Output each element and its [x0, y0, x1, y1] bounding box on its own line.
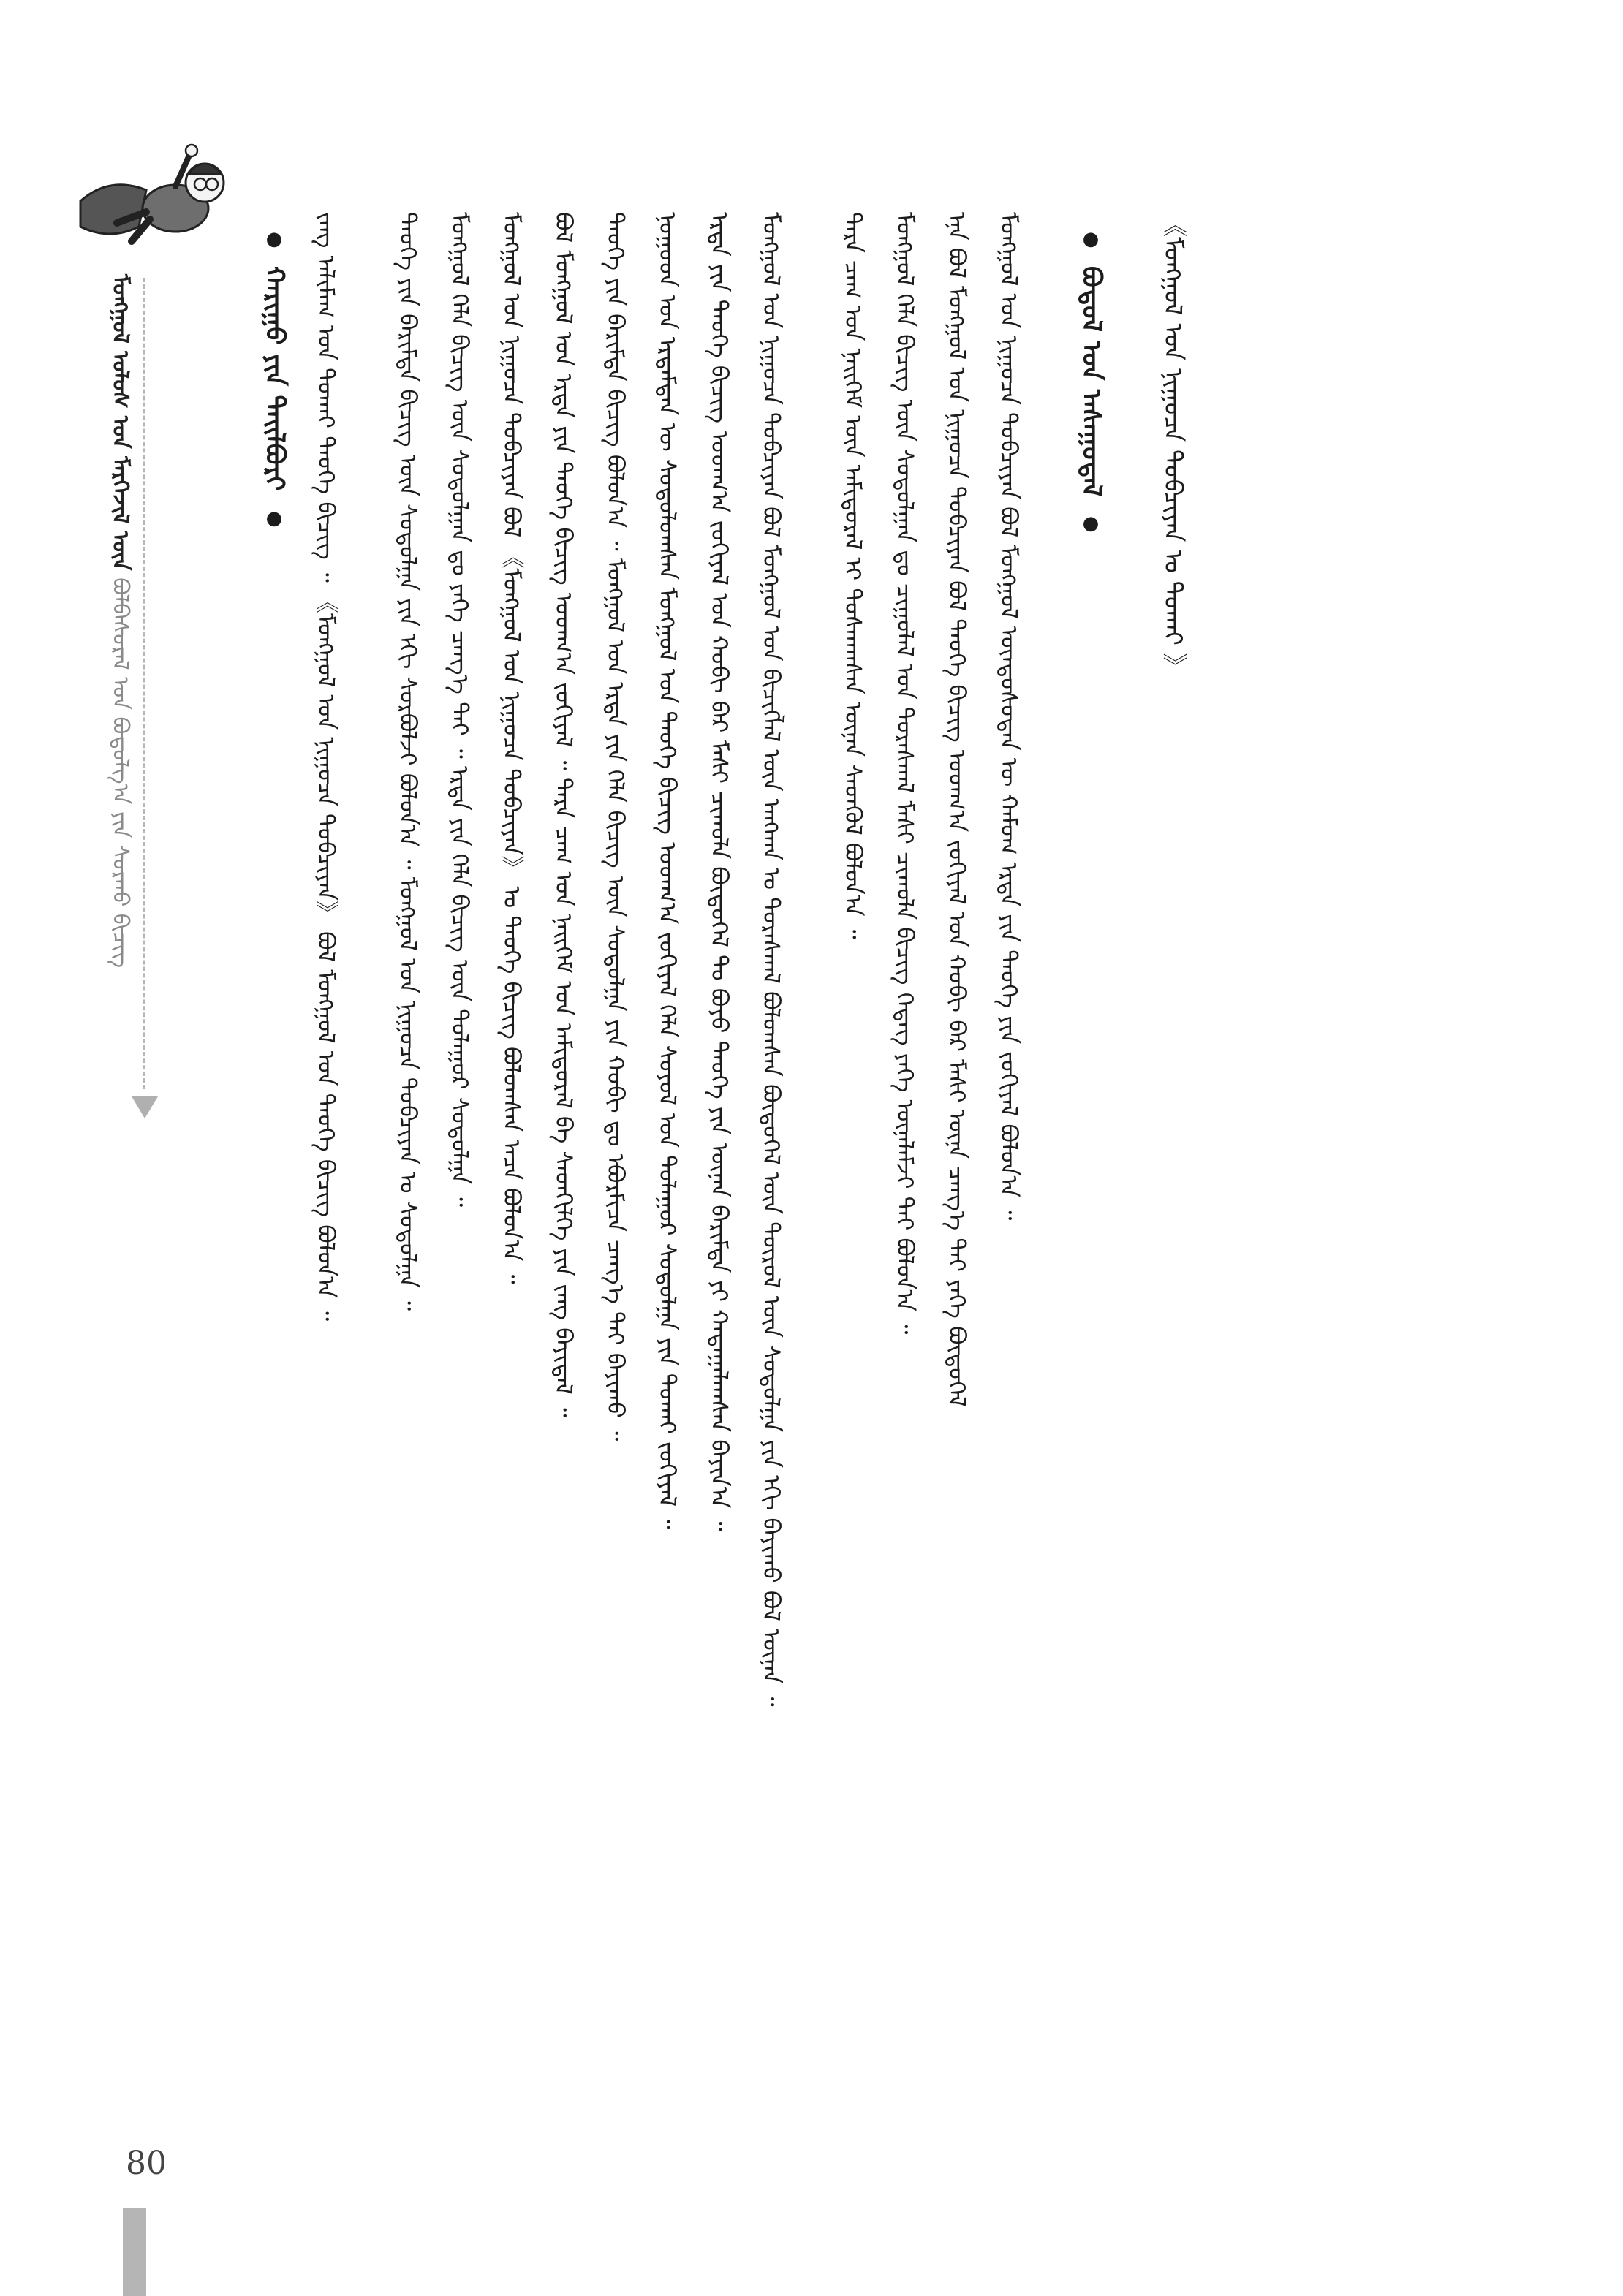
body-column: ᠮᠣᠩᠭᠣᠯ ᠤᠨ ᠨᠢᠭᠤᠴᠠ ᠲᠣᠪᠴᠢᠶᠠᠨ ᠪᠣᠯ ᠮᠣᠩᠭᠣᠯ ᠤᠨ ᠪᠢᠴᠢᠭᠯᠡᠯ ᠦᠨ ᠠᠩᠬᠠᠨ ᠤ ᠳᠤᠷᠠᠰᠬᠠᠯ ᠪᠣᠯᠤᠭᠰᠠᠨ ᠪᠦᠳᠦᠭᠡᠯ ᠦᠨ ᠲᠦᠷᠦᠯ ᠦᠨ ᠰᠤᠳᠤᠯᠭᠠ ᠶᠢᠨ ᠡᠬᠢ ᠪᠠᠶᠢᠬᠤ ᠪᠣᠯ ᠦᠨᠡᠨ ᠃	[757, 212, 785, 1707]
header-arrow-icon	[132, 1096, 158, 1118]
section-heading-2	[256, 212, 292, 2127]
body-column: ᠲᠡᠦᠬᠡ ᠶᠢᠨ ᠪᠠᠷᠢᠮᠲᠠ ᠪᠢᠴᠢᠭ ᠦᠨ ᠰᠤᠳᠤᠯᠭᠠ ᠶᠢᠨ ᠡᠬᠢ ᠰᠤᠷᠪᠤᠯᠵᠢ ᠪᠣᠯᠤᠨ᠎ᠠ ᠃ ᠮᠣᠩᠭᠣᠯ ᠤᠨ ᠨᠢᠭᠤᠴᠠ ᠲᠣᠪᠴᠢᠶᠠᠨ ᠤ ᠰᠤᠳᠤᠯᠭᠠ ᠃	[394, 212, 422, 1311]
body-text	[256, 212, 1513, 2142]
book-title: 《ᠮᠣᠩᠭᠣᠯ ᠤᠨ ᠨᠢᠭᠤᠴᠠ ᠲᠣᠪᠴᠢᠶᠠᠨ ᠤ ᠲᠤᠬᠠᠢ 》	[1158, 212, 1187, 678]
body-column: ᠮᠣᠩᠭᠣᠯ ᠤᠨ ᠨᠢᠭᠤᠴᠠ ᠲᠣᠪᠴᠢᠶᠠᠨ ᠪᠣᠯ ᠮᠣᠩᠭᠣᠯ ᠦᠨᠳᠦᠰᠦᠲᠡᠨ ᠦ ᠬᠠᠮᠤᠭ ᠡᠷᠲᠡ ᠶᠢᠨ ᠲᠡᠦᠬᠡ ᠶᠢᠨ ᠵᠣᠬᠢᠶᠠᠯ ᠪᠣᠯᠤᠨ᠎ᠠ ᠃	[995, 212, 1023, 1221]
running-header-text	[101, 274, 140, 1107]
page-edge-tab	[123, 2208, 146, 2296]
section-heading-1-label: ᠪᠣᠳᠤᠯ ᠤᠨ ᠠᠰᠠᠭᠤᠳᠠᠯ	[1076, 266, 1106, 497]
body-column: ᠡᠷᠲᠡ ᠶᠢᠨ ᠲᠡᠦᠬᠡ ᠪᠢᠴᠢᠭ ᠤᠳᠬ᠎ᠠ ᠵᠣᠬᠢᠶᠠᠯ ᠤᠨ ᠬᠤᠪᠢ ᠪᠡᠷ ᠮᠠᠰᠢ ᠴᠢᠬᠤᠯᠠ ᠪᠦᠲᠦᠭᠡᠯ ᠲᠤ ᠪᠤᠶᠤ ᠲᠡᠦᠬᠡ ᠶᠢᠨ ᠦᠨᠡᠨ ᠪᠠᠷᠢᠮᠲᠠ ᠶᠢ ᠬᠠᠳᠠᠭᠠᠯᠠᠭᠰᠠᠨ ᠪᠠᠶᠢᠨ᠎ᠠ ᠃	[705, 212, 733, 1531]
body-column: ᠲᠡᠷᠡ ᠴᠠᠭ ᠤᠨ ᠨᠡᠢᠭᠡᠮ ᠦᠨ ᠠᠮᠢᠳᠤᠷᠠᠯ ᠢ ᠲᠤᠰᠬᠠᠭᠰᠠᠨ ᠦᠨᠡᠨ ᠰᠡᠳᠬᠦᠯ ᠪᠣᠯᠤᠨ᠎ᠠ ᠃	[839, 212, 867, 939]
body-column: ᠡᠨᠡ ᠪᠣᠯ ᠮᠣᠩᠭᠣᠯ ᠤᠨ ᠨᠢᠭᠤᠴᠠ ᠲᠣᠪᠴᠢᠶᠠᠨ ᠪᠣᠯ ᠲᠡᠦᠬᠡ ᠪᠢᠴᠢᠭ ᠤᠳᠬ᠎ᠠ ᠵᠣᠬᠢᠶᠠᠯ ᠤᠨ ᠬᠤᠪᠢ ᠪᠡᠷ ᠮᠠᠰᠢ ᠦᠨᠡ ᠴᠡᠨᠭ᠎ᠡ ᠲᠠᠢ ᠶᠡᠬᠡ ᠪᠦᠲᠦᠭᠡᠯ	[943, 212, 971, 1407]
section-heading-1	[1072, 212, 1109, 2127]
header-dashed-rule	[143, 278, 145, 1089]
mascot-illustration	[66, 132, 234, 263]
body-column: ᠮᠣᠩᠭᠣᠯ ᠤᠨ ᠨᠢᠭᠤᠴᠠ ᠲᠣᠪᠴᠢᠶᠠᠨ ᠪᠣᠯ 《ᠮᠣᠩᠭᠣᠯ ᠤᠨ ᠨᠢᠭᠤᠴᠠ ᠲᠣᠪᠴᠢᠶᠠᠨ》 ᠤ ᠲᠡᠦᠬᠡ ᠪᠢᠴᠢᠭ ᠪᠣᠯᠤᠭᠰᠠᠨ ᠠᠴᠠ ᠪᠣᠯᠤᠨ᠎ᠠ ᠃	[498, 212, 526, 1284]
page-number: 80	[126, 2145, 167, 2182]
running-header	[88, 274, 146, 1107]
body-column: ᠲᠡᠦᠬᠡ ᠶᠢᠨ ᠪᠠᠷᠢᠮᠲᠠ ᠪᠢᠴᠢᠭ ᠪᠣᠯᠤᠨ᠎ᠠ ᠃ ᠮᠣᠩᠭᠣᠯ ᠤᠨ ᠡᠷᠲᠡ ᠶᠢᠨ ᠬᠡᠯᠡ ᠪᠢᠴᠢᠭ ᠦᠨ ᠰᠤᠳᠤᠯᠭᠠ ᠶᠢᠨ ᠬᠤᠪᠢ ᠳᠤ ᠡᠪᠦᠷᠮᠢᠴᠡ ᠴᠡᠨᠭ᠎ᠡ ᠲᠠᠢ ᠪᠠᠶᠢᠬᠤ ᠃	[602, 212, 629, 1441]
bullet-icon: ●	[265, 507, 283, 529]
body-column: ᠨᠤᠭᠤᠳ ᠤᠨ ᠡᠷᠳᠡᠮᠲᠡᠨ ᠦ ᠰᠤᠳᠤᠯᠤᠭᠰᠠᠨ ᠮᠣᠩᠭᠣᠯ ᠤᠨ ᠲᠡᠦᠬᠡ ᠪᠢᠴᠢᠭ ᠤᠳᠬ᠎ᠠ ᠵᠣᠬᠢᠶᠠᠯ ᠬᠡᠯᠡ ᠰᠣᠶᠣᠯ ᠤᠨ ᠲᠤᠯᠠᠭᠤᠷ ᠰᠤᠳᠤᠯᠭᠠ ᠶᠢᠨ ᠲᠤᠬᠠᠢ ᠵᠣᠬᠢᠶᠠᠯ ᠃	[654, 212, 681, 1530]
running-header-light: ᠪᠣᠯᠪᠠᠰᠤᠷᠠᠯ ᠤᠨ ᠪᠣᠳᠤᠯᠭ᠎ᠠ ᠶᠢᠨ ᠰᠤᠷᠬᠤ ᠪᠢᠴᠢᠭ	[107, 577, 133, 969]
bullet-icon: ●	[1082, 512, 1100, 535]
body-column: ᠮᠣᠩᠭᠣᠯ ᠬᠡᠯᠡ ᠪᠢᠴᠢᠭ ᠦᠨ ᠰᠤᠳᠤᠯᠭᠠᠨ ᠳᠤ ᠶᠡᠬᠡ ᠴᠡᠨᠭ᠎ᠡ ᠲᠠᠢ ᠃ ᠡᠷᠲᠡ ᠶᠢᠨ ᠬᠡᠯᠡ ᠪᠢᠴᠢᠭ ᠦᠨ ᠲᠤᠯᠠᠭᠤᠷ ᠰᠤᠳᠤᠯᠭᠠ ᠃	[446, 212, 474, 1208]
body-column: ᠮᠣᠩᠭᠣᠯ ᠬᠡᠯᠡ ᠪᠢᠴᠢᠭ ᠦᠨ ᠰᠤᠳᠤᠯᠭᠠᠨ ᠳᠤ ᠴᠢᠭᠤᠯᠠᠯ ᠤᠨ ᠳᠤᠷᠠᠰᠬᠠᠯ ᠮᠠᠰᠢ ᠴᠢᠬᠤᠯᠠ ᠪᠢᠴᠢᠭ ᠭᠡᠳᠡᠭ ᠶᠡᠬᠡ ᠦᠨᠡᠯᠡᠮᠵᠢ ᠲᠠᠢ ᠪᠣᠯᠤᠨ᠎ᠠ ᠃	[891, 212, 919, 1335]
body-column: ᠪᠣᠯ ᠮᠣᠩᠭᠣᠯ ᠤᠨ ᠡᠷᠲᠡ ᠶᠢᠨ ᠲᠡᠦᠬᠡ ᠪᠢᠴᠢᠭ ᠤᠳᠬ᠎ᠠ ᠵᠣᠬᠢᠶᠠᠯ ᠃ ᠲᠡᠷᠡ ᠴᠠᠭ ᠤᠨ ᠨᠡᠢᠭᠡᠮ ᠤᠨ ᠠᠮᠢᠳᠤᠷᠠᠯ ᠪᠠ ᠰᠡᠳᠬᠢᠯᠭᠡ ᠶᠢᠨ ᠵᠠᠩ ᠪᠠᠶᠢᠳᠠᠯ ᠃	[550, 212, 578, 1418]
bullet-icon: ●	[265, 228, 283, 250]
section-heading-2-label: ᠬᠠᠷᠢᠭᠤ ᠶᠢᠨ ᠲᠠᠢᠯᠪᠤᠷᠢ	[260, 266, 290, 491]
body-column: ᠵᠠᠩ ᠠᠯᠢᠮᠠᠭ ᠤᠨ ᠲᠤᠬᠠᠢ ᠲᠡᠦᠬᠡ ᠪᠢᠴᠢᠭ ᠃ 《ᠮᠣᠩᠭᠣᠯ ᠤᠨ ᠨᠢᠭᠤᠴᠠ ᠲᠣᠪᠴᠢᠶᠠᠨ》 ᠪᠣᠯ ᠮᠣᠩᠭᠣᠯ ᠤᠨ ᠲᠡᠦᠬᠡ ᠪᠢᠴᠢᠭ ᠪᠣᠯᠤᠨ᠎ᠠ ᠃	[312, 212, 340, 1322]
bullet-icon: ●	[1082, 228, 1100, 250]
running-header-bold: ᠮᠣᠩᠭᠣᠯ ᠤᠯᠤᠰ ᠤᠨ ᠮᠡᠷᠭᠡᠵᠢᠯ ᠦᠨ	[107, 274, 133, 571]
